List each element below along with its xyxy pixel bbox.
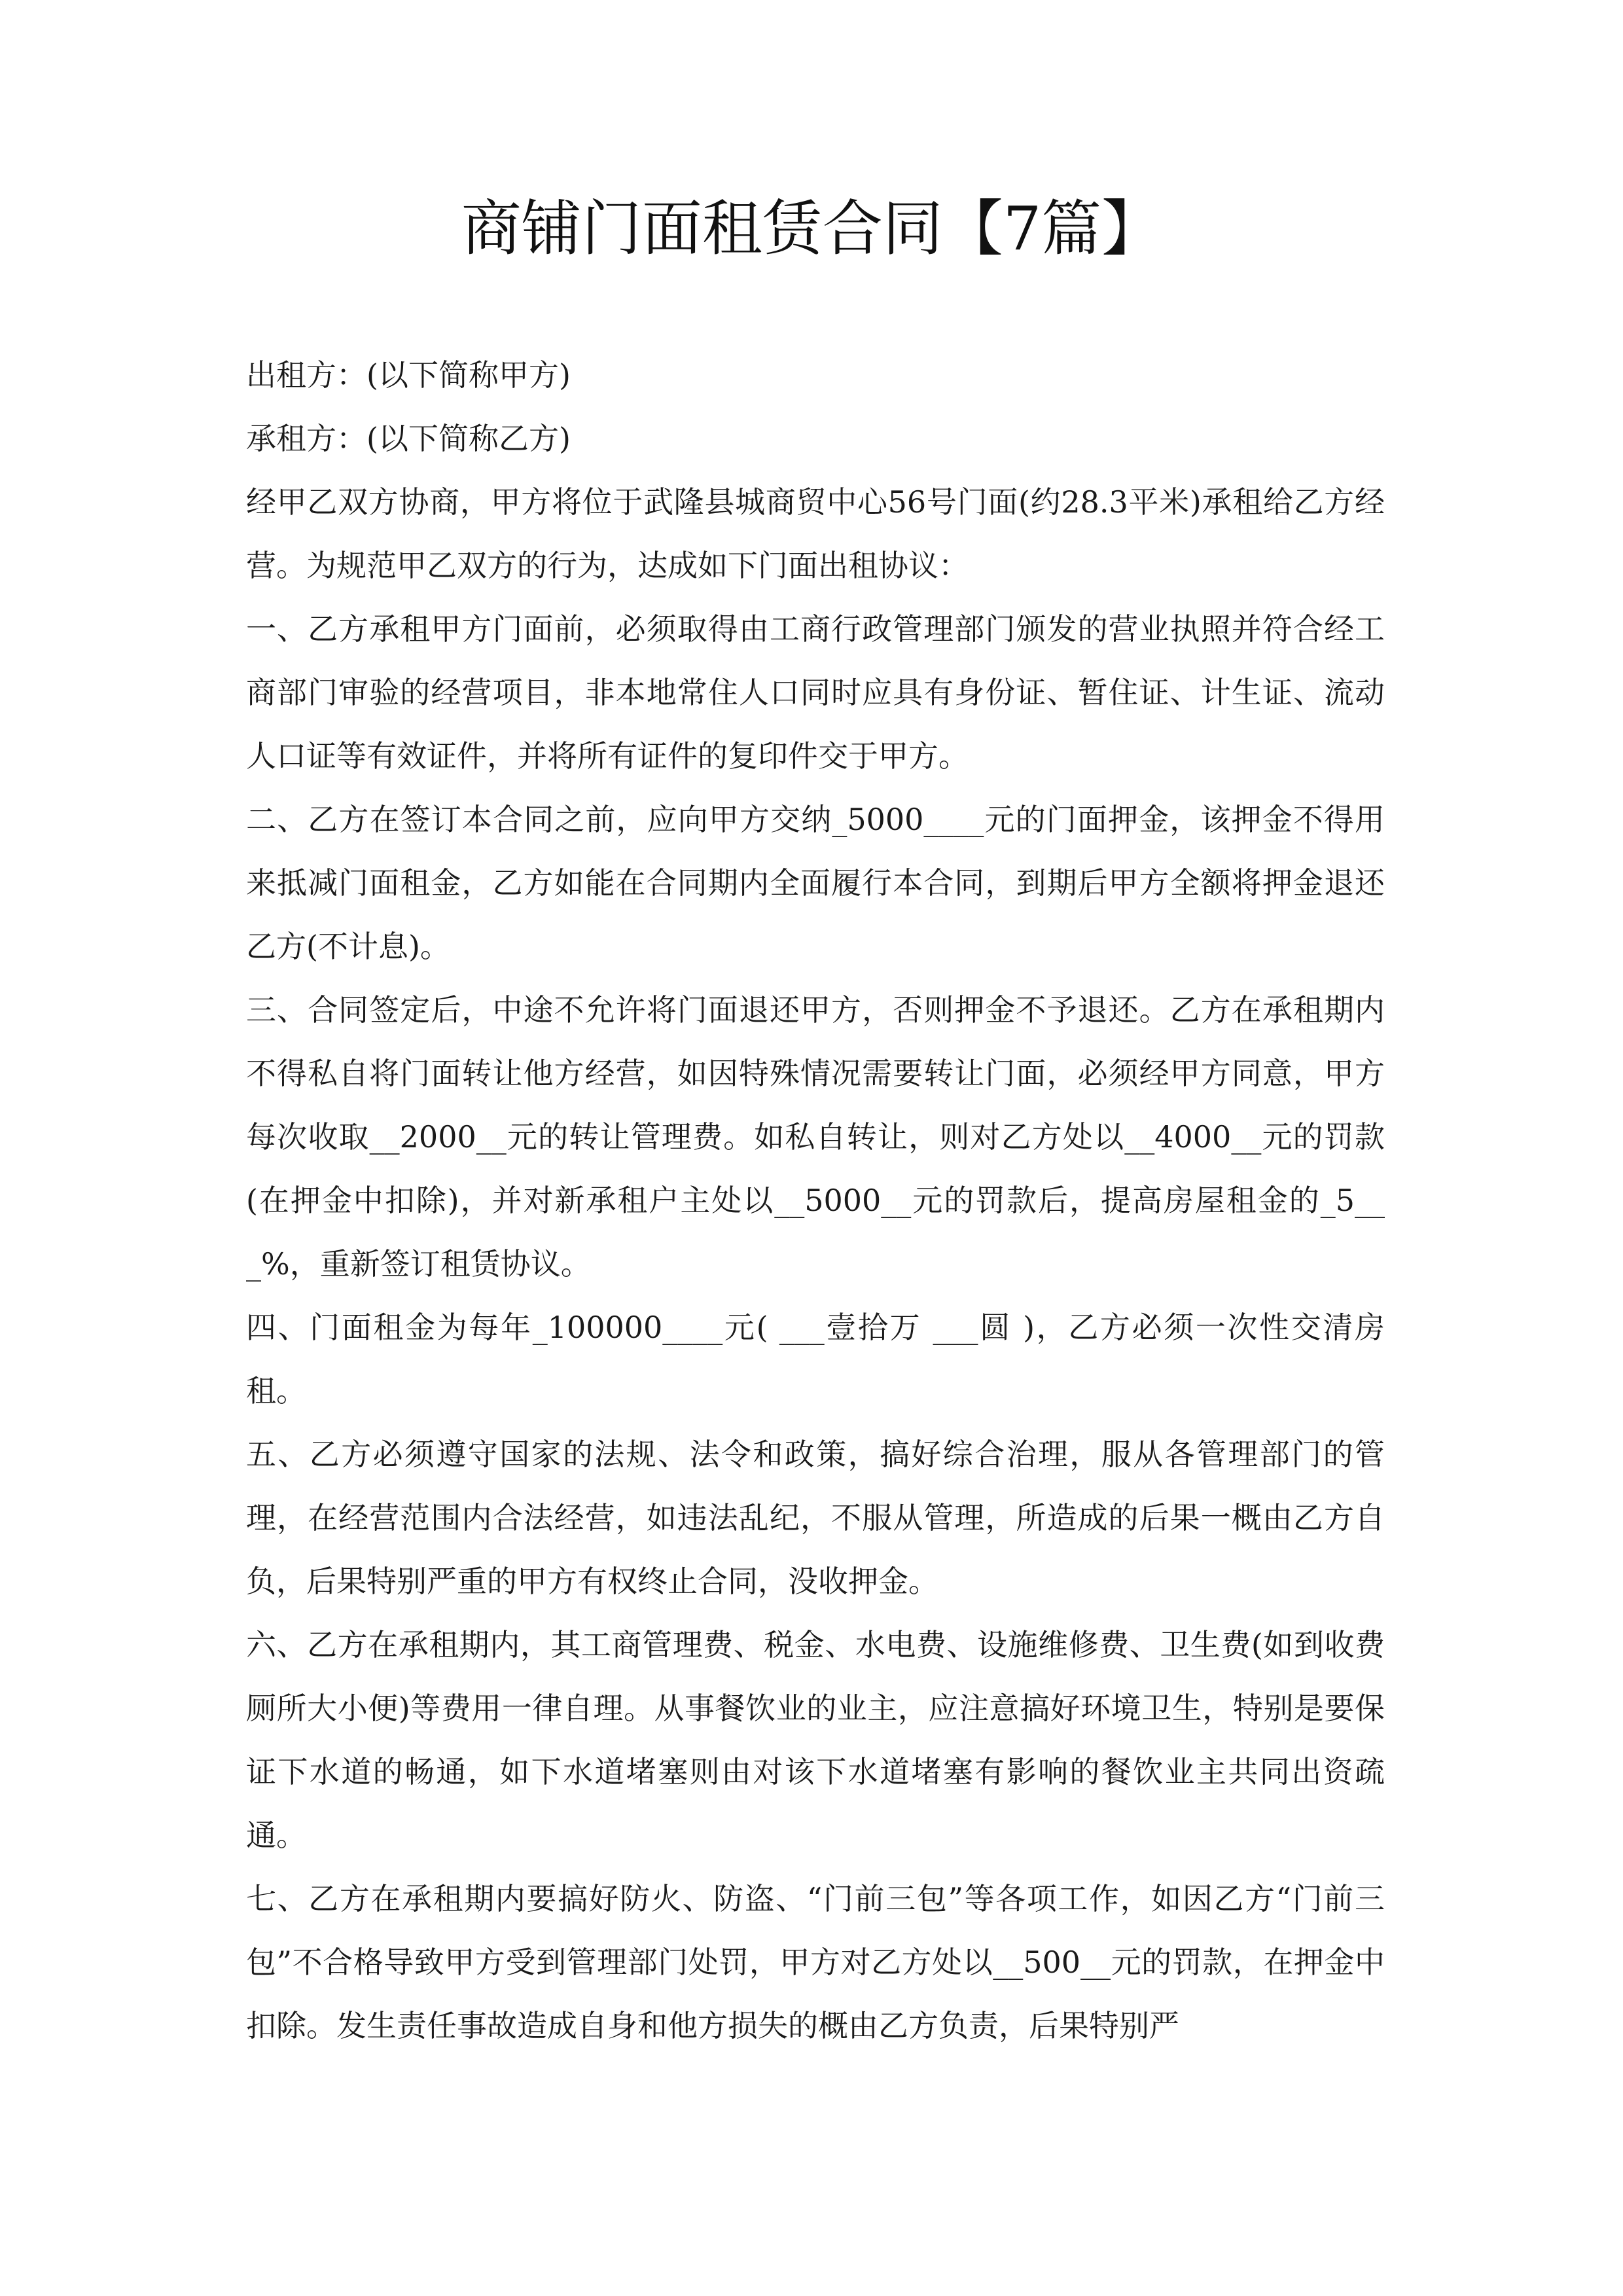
paragraph-lessee: 承租方：(以下简称乙方) <box>246 421 571 456</box>
paragraph-clause-4: 四、门面租金为每年_100000____元( ___壹拾万 ___圆 )，乙方必须一次性交清房租。 <box>246 1310 1385 1408</box>
paragraph-clause-1: 一、乙方承租甲方门面前，必须取得由工商行政管理部门颁发的营业执照并符合经工商部门审验的经营项目，非本地常住人口同时应具有身份证、暂住证、计生证、流动人口证等有效证件，并将所有证件的复印件交于甲方。 <box>246 611 1385 774</box>
paragraph-clause-2: 二、乙方在签订本合同之前，应向甲方交纳_5000____元的门面押金，该押金不得用来抵减门面租金，乙方如能在合同期内全面履行本合同，到期后甲方全额将押金退还乙方(不计息)。 <box>246 802 1385 964</box>
document-title: 商铺门面租赁合同【7篇】 <box>461 194 1162 264</box>
paragraph-clause-3: 三、合同签定后，中途不允许将门面退还甲方，否则押金不予退还。乙方在承租期内不得私自将门面转让他方经营，如因特殊情况需要转让门面，必须经甲方同意，甲方每次收取__2000__元的转让管理费。如私自转让，则对乙方处以__4000__元的罚款(在押金中扣除)，并对新承租户主处以__5000__元的罚款后，提高房屋租金的_5___%，重新签订租赁协议。 <box>246 992 1385 1282</box>
paragraph-intro: 经甲乙双方协商，甲方将位于武隆县城商贸中心56号门面(约28.3平米)承租给乙方经营。为规范甲乙双方的行为，达成如下门面出租协议： <box>246 484 1385 583</box>
paragraph-clause-6: 六、乙方在承租期内，其工商管理费、税金、水电费、设施维修费、卫生费(如到收费厕所大小便)等费用一律自理。从事餐饮业的业主，应注意搞好环境卫生，特别是要保证下水道的畅通，如下水道堵塞则由对该下水道堵塞有影响的餐饮业主共同出资疏通。 <box>246 1627 1385 1853</box>
paragraph-lessor: 出租方：(以下简称甲方) <box>246 357 571 393</box>
document-body <box>246 344 1385 2058</box>
paragraph-clause-7: 七、乙方在承租期内要搞好防火、防盗、“门前三包”等各项工作，如因乙方“门前三包”不合格导致甲方受到管理部门处罚，甲方对乙方处以__500__元的罚款，在押金中扣除。发生责任事故造成自身和他方损失的概由乙方负责，后果特别严 <box>246 1881 1385 2043</box>
paragraph-clause-5: 五、乙方必须遵守国家的法规、法令和政策，搞好综合治理，服从各管理部门的管理，在经营范围内合法经营，如违法乱纪，不服从管理，所造成的后果一概由乙方自负，后果特别严重的甲方有权终止合同，没收押金。 <box>246 1437 1385 1599</box>
